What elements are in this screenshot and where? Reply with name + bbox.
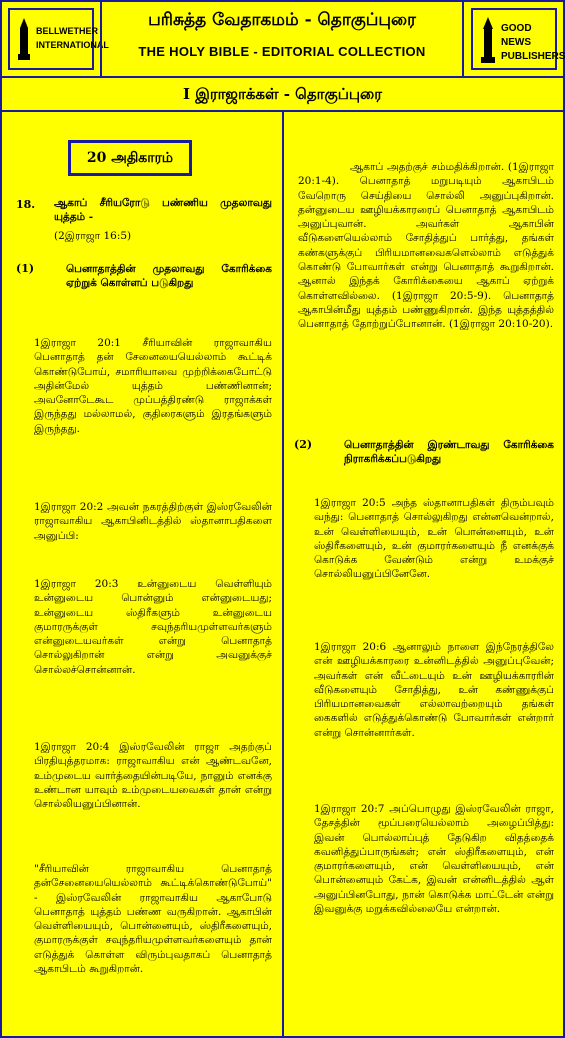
tower-icon: [477, 15, 499, 65]
section-number: 18.: [16, 198, 36, 211]
book-title: I இராஜாக்கள் - தொகுப்புரை: [2, 78, 563, 112]
left-column: [2, 112, 284, 1036]
section-title: ஆகாப் சீரியரோடு பண்ணிய முதலாவது யுத்தம் -: [54, 197, 272, 224]
header-title-box: [100, 2, 464, 76]
verse-paragraph: 1இராஜா 20:4 இஸ்ரவேலின் ராஜா அதற்குப் பிரதியுத்தரமாக: ராஜாவாகிய என் ஆண்டவனே, உம்முடைய வார்த்தையின்படியே, நானும் எனக்கு உண்டான யாவும் உம்முடையவைகள் தான் என்று சொல்லியனுப்பினான்.: [34, 741, 272, 811]
bell-tower-icon: [14, 16, 34, 64]
section-reference: (2இராஜா 16:5): [54, 230, 132, 242]
good-news-logo: [471, 8, 565, 70]
verse-paragraph: 1இராஜா 20:7 அப்பொழுது இஸ்ரவேலின் ராஜா, தேசத்தின் மூப்பரையெல்லாம் அழைப்பித்து: இவன் பொல்லாப்புத் தேடுகிற விதத்தைக் கவனித்துப்பாருங்கள்; என் ஸ்திரீகளையும், என் குமாரர்களையும், என் வெள்ளியையும், என் பொன்னையும் கேட்க, இவன் என்னிடத்தில் ஆள் அனுப்பினபோது, நான் கொடுக்க மாட்டேன் என்று இவனுக்கு மறுக்கவில்லையே என்றான்.: [314, 803, 554, 916]
left-logo-text: BELLWETHER INTERNATIONAL: [36, 26, 109, 50]
title-english: THE HOLY BIBLE - EDITORIAL COLLECTION: [138, 44, 426, 59]
commentary-paragraph: "சீரியாவின் ராஜாவாகிய பெனாதாத் தன்சேனையையெல்லாம் கூட்டிக்கொண்டுபோய்" - இஸ்ரவேலின் ராஜாவாகிய ஆகாபோடு பெனாதாத் யுத்தம் பண்ண வருகிறான். ஆகாபின் வெள்ளியையும், பொன்னையும், ஸ்திரீகளையும், குமாரருக்குள் சவுந்தரியமுள்ளவர்களையும் தான் எடுத்துக் கொள்ள விரும்புவதாகப் பெனாதாத் ஆகாபிடம் கூறுகிறான்.: [34, 863, 272, 976]
commentary-paragraph: ஆகாப் அதற்குச் சம்மதிக்கிறான். (1இராஜா 20:1-4). பெனாதாத் மறுபடியும் ஆகாபிடம் வேறொரு செய்தியை சொல்லி அனுப்புகிறான். தன்னுடைய ஊழியக்காரரைப் பெனாதாத் ஆகாபிடம் அனுப்புவான். அவர்கள் ஆகாபின் வீடுகளையெல்லாம் சோதித்துப் பார்த்து, தங்கள் கண்களுக்குப் பிரியமானவைகளெல்லாம் எடுத்துக் கொண்டு போவார்கள் என்று பெனாதாத் கூறுகிறான். ஆனால் இந்தக் கோரிக்கையை ஆகாப் ஏற்றுக் கொள்ளவில்லை. (1இராஜா 20:5-9). பெனாதாத் ஆகாபின்மீது யுத்தம் பண்ணுகிறான். இந்த யுத்தத்தில் பெனாதாத் தோற்றுப்போனான். (1இராஜா 20:10-20).: [298, 161, 554, 331]
right-logo-text: GOOD NEWS PUBLISHERS: [501, 23, 565, 62]
bellwether-logo: [8, 8, 109, 70]
chapter-box: 20 அதிகாரம்: [68, 140, 192, 176]
verse-paragraph: 1இராஜா 20:5 அந்த ஸ்தானாபதிகள் திரும்பவும் வந்து: பெனாதாத் சொல்லுகிறது என்னவென்றால், உன் வெள்ளியையும், உன் பொன்னையும், உன் ஸ்திரீகளையும், உன் குமாரர்களையும் நீ எனக்குக் கொடுக்க வேண்டும் என்று உமக்குச் சொல்லியனுப்பினேனே.: [314, 497, 554, 581]
verse-paragraph: 1இராஜா 20:2 அவன் நகரத்திற்குள் இஸ்ரவேலின் ராஜாவாகிய ஆகாபினிடத்தில் ஸ்தானாபதிகளை அனுப்பி:: [34, 501, 272, 542]
subsection-number: (2): [294, 438, 313, 451]
subsection-title: பெனாதாத்தின் இரண்டாவது கோரிக்கை நிராகரிக்கப்படுகிறது: [344, 439, 554, 466]
verse-paragraph: 1இராஜா 20:3 உன்னுடைய வெள்ளியும் உன்னுடைய பொன்னும் என்னுடையது; உன்னுடைய ஸ்திரீகளும் உன்னுடைய குமாரருக்குள் சவுந்தரியமுள்ளவர்களும் என்னுடையவர்கள் என்று பெனாதாத் சொல்லுகிறான் என்று அவனுக்குச் சொல்லச்சொன்னான்.: [34, 578, 272, 676]
subsection-number: (1): [16, 262, 35, 275]
subsection-title: பெனாதாத்தின் முதலாவது கோரிக்கை ஏற்றுக் கொள்ளப் படுகிறது: [66, 263, 272, 290]
verse-paragraph: 1இராஜா 20:1 சீரியாவின் ராஜாவாகிய பெனாதாத் தன் சேனையையெல்லாம் கூட்டிக் கொண்டுபோய், சமாரியாவை முற்றிக்கைபோட்டு அதின்மேல் யுத்தம் பண்ணினான்; அவனோடேகூட முப்பத்திரண்டு ராஜாக்கள் இருந்தது மல்லாமல், குதிரைகளும் இரதங்களும் இருந்தது.: [34, 337, 272, 435]
header: [2, 2, 563, 78]
right-column: [284, 112, 563, 1036]
verse-paragraph: 1இராஜா 20:6 ஆனாலும் நாளை இந்நேரத்திலே என் ஊழியக்காரரை உன்னிடத்தில் அனுப்புவேன்; அவர்கள் என் வீட்டையும் உன் ஊழியக்காரரின் வீடுகளையும் சோதித்து, உன் கண்ணுக்குப் பிரியமானவைகள் எல்லாவற்றையும் தங்கள் கைகளில் எடுத்துக்கொண்டு போவார்கள் என்றார் என்று சொன்னார்கள்.: [314, 641, 554, 739]
title-tamil: பரிசுத்த வேதாகமம் - தொகுப்புரை: [148, 10, 416, 30]
